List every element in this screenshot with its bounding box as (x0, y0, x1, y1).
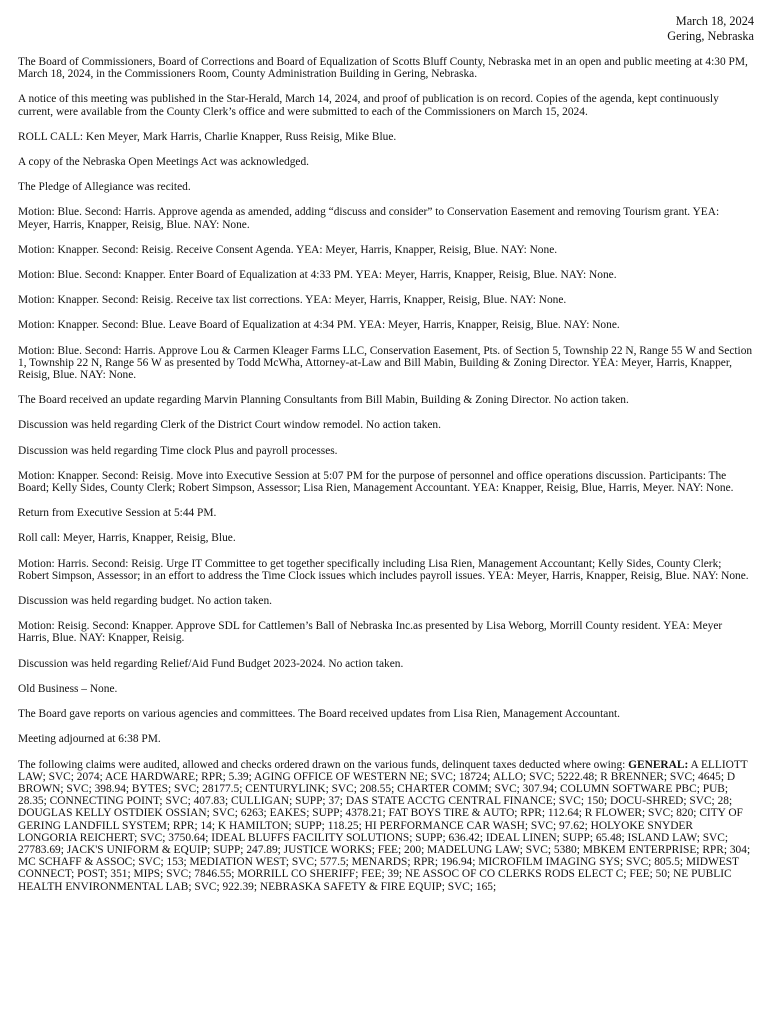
meeting-date: March 18, 2024 (675, 14, 754, 28)
paragraph-reports: The Board gave reports on various agencies and committees. The Board received updates from Lisa Rien, Management Accountant. (18, 708, 621, 721)
paragraph-planning-update: The Board received an update regarding Marvin Planning Consultants from Bill Mabin, Building & Zoning Director. No action taken. (18, 394, 629, 407)
paragraph-return-exec: Return from Executive Session at 5:44 PM. (18, 507, 217, 520)
paragraph-time-clock: Discussion was held regarding Time clock Plus and payroll processes. (18, 444, 338, 457)
paragraph-claims (18, 759, 754, 893)
paragraph-adjourned: Meeting adjourned at 6:38 PM. (18, 733, 161, 746)
paragraph-notice: A notice of this meeting was published in the Star-Herald, March 14, 2024, and proof of publication is on record. Copies of the agenda, kept continuously current, were available from the County Clerk’s office and were submitted to each of the Commissioners on March 15, 2024. (18, 93, 719, 118)
paragraph-roll-call-2: Roll call: Meyer, Harris, Knapper, Reisig, Blue. (18, 532, 236, 545)
document-page (18, 14, 754, 906)
paragraph-opening: The Board of Commissioners, Board of Corrections and Board of Equalization of Scotts Bluff County, Nebraska met in an open and public meeting at 4:30 PM, March 18, 2024, in the Commissioners Room, County Administration Building in Gering, Nebraska. (18, 56, 748, 81)
paragraph-motion-agenda: Motion: Blue. Second: Harris. Approve agenda as amended, adding “discuss and consider” to Conservation Easement and removing Tourism grant. YEA: Meyer, Harris, Knapper, Reisig, Blue. NAY: None. (18, 206, 720, 231)
paragraph-motion-sdl: Motion: Reisig. Second: Knapper. Approve SDL for Cattlemen’s Ball of Nebraska Inc.as presented by Lisa Weborg, Morrill County resident. YEA: Meyer Harris, Blue. NAY: Knapper, Reisig. (18, 620, 723, 645)
claims-fund-label: GENERAL: (628, 758, 689, 771)
paragraph-old-business: Old Business – None. (18, 682, 118, 695)
claims-intro: The following claims were audited, allowed and checks ordered drawn on the various funds, delinquent taxes deducted where owing: (18, 758, 629, 771)
paragraph-budget: Discussion was held regarding budget. No action taken. (18, 595, 273, 608)
paragraph-motion-consent: Motion: Knapper. Second: Reisig. Receive Consent Agenda. YEA: Meyer, Harris, Knapper, Reisig, Blue. NAY: None. (18, 243, 558, 256)
paragraph-relief-aid: Discussion was held regarding Relief/Aid Fund Budget 2023-2024. No action taken. (18, 657, 404, 670)
paragraph-pledge: The Pledge of Allegiance was recited. (18, 181, 191, 194)
paragraph-motion-tax-list: Motion: Knapper. Second: Reisig. Receive tax list corrections. YEA: Meyer, Harris, Knapper, Reisig, Blue. NAY: None. (18, 294, 567, 307)
minutes-body (18, 56, 754, 893)
paragraph-open-meetings-act: A copy of the Nebraska Open Meetings Act was acknowledged. (18, 156, 310, 169)
meeting-location: Gering, Nebraska (667, 29, 754, 43)
paragraph-roll-call: ROLL CALL: Ken Meyer, Mark Harris, Charlie Knapper, Russ Reisig, Mike Blue. (18, 130, 397, 143)
paragraph-motion-exec-session: Motion: Knapper. Second: Reisig. Move into Executive Session at 5:07 PM for the purpose of personnel and office operations discussion. Participants: The Board; Kelly Sides, County Clerk; Robert Simpson, Assessor; Lisa Rien, Management Accountant. YEA: Knapper, Reisig, Blue, Harris, Meyer. NAY: None. (18, 469, 734, 495)
claims-list: A ELLIOTT LAW; SVC; 2074; ACE HARDWARE; RPR; 5.39; AGING OFFICE OF WESTERN NE; SVC; 18724; ALLO; SVC; 5222.48; R BRENNER; SVC; 4645; D BROWN; SVC; 398.94; BYTES; SVC; 28177.5; CENTURYLINK; SVC; 208.55; CHARTER COMM; SVC; 307.94; COLUMN SOFTWARE PBC; PUB; 28.35; CONNECTING POINT; SVC; 407.83; CULLIGAN; SUPP; 37; DAS STATE ACCTG CENTRAL FINANCE; SVC; 150; DOCU-SHRED; SVC; 28; DOUGLAS KELLY OSTDIEK OSSIAN; SVC; 6263; EAKES; SUPP; 4378.21; FAT BOYS TIRE & AUTO; RPR; 112.64; R FLOWER; SVC; 820; CITY OF GERING LANDFILL SYSTEM; RPR; 14; K HAMILTON; SUPP; 118.25; HI PERFORMANCE CAR WASH; SVC; 97.62; HOLYOKE SNYDER LONGORIA REICHERT; SVC; 3750.64; IDEAL BLUFFS FACILITY SOLUTIONS; SUPP; 636.42; IDEAL LINEN; SUPP; 65.48; ISLAND LAW; SVC; 27783.69; JACK'S UNIFORM & EQUIP; SUPP; 247.89; JUSTICE WORKS; FEE; 200; MADELUNG LAW; SVC; 5380; MBKEM ENTERPRISE; RPR; 304; MC SCHAFF & ASSOC; SVC; 153; MEDIATION WEST; SVC; 577.5; MENARDS; RPR; 196.94; MICROFILM IMAGING SYS; SVC; 805.5; MIDWEST CONNECT; POST; 351; MIPS; SVC; 7846.55; MORRILL CO SHERIFF; FEE; 39; NE ASSOC OF CO CLERKS RODS ELECT C; FEE; 50; NE PUBLIC HEALTH ENVIRONMENTAL LAB; SVC; 922.39; NEBRASKA SAFETY & FIRE EQUIP; SVC; 165; (18, 758, 751, 893)
paragraph-motion-enter-boe: Motion: Blue. Second: Knapper. Enter Board of Equalization at 4:33 PM. YEA: Meyer, Harris, Knapper, Reisig, Blue. NAY: None. (18, 269, 617, 282)
paragraph-window-remodel: Discussion was held regarding Clerk of the District Court window remodel. No action taken. (18, 419, 441, 432)
dateline (18, 14, 754, 44)
paragraph-motion-it-committee: Motion: Harris. Second: Reisig. Urge IT Committee to get together specifically including Lisa Rien, Management Accountant; Kelly Sides, County Clerk; Robert Simpson, Assessor; in an effort to address the Time Clock issues which includes payroll issues. YEA: Meyer, Harris, Knapper, Reisig, Blue. NAY: None. (18, 557, 749, 582)
paragraph-motion-easement: Motion: Blue. Second: Harris. Approve Lou & Carmen Kleager Farms LLC, Conservation Easement, Pts. of Section 5, Township 22 N, Range 55 W and Section 1, Township 22 N, Range 56 W as presented by Todd McWha, Attorney-at-Law and Bill Mabin, Building & Zoning Director. YEA: Meyer, Harris, Knapper, Reisig, Blue. NAY: None. (18, 344, 753, 382)
paragraph-motion-leave-boe: Motion: Knapper. Second: Blue. Leave Board of Equalization at 4:34 PM. YEA: Meyer, Harris, Knapper, Reisig, Blue. NAY: None. (18, 319, 620, 332)
